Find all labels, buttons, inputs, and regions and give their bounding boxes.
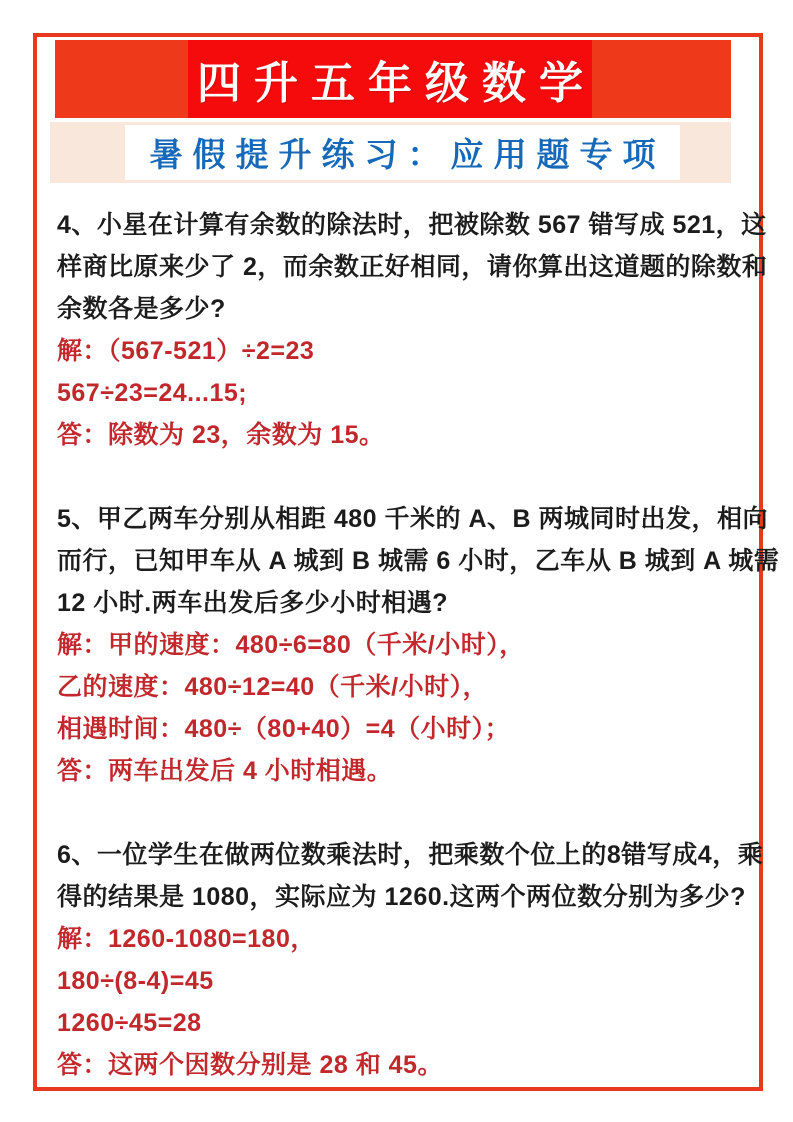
problem5-solution-line-1: 解：甲的速度：480÷6=80（千米/小时）， [57,631,525,659]
subtitle-banner [50,122,731,183]
problem5-question-line-2: 而行，已知甲车从 A 城到 B 城需 6 小时，乙车从 B 城到 A 城需 [57,547,780,575]
problem4-question-line-3: 余数各是多少? [57,295,226,323]
problem5-question-line-3: 12 小时.两车出发后多少小时相遇? [57,589,448,617]
subtitle-panel [125,125,680,180]
problem5-solution-line-3: 相遇时间：480÷（80+40）=4（小时）； [57,715,511,743]
problem5-answer-line: 答：两车出发后 4 小时相遇。 [57,757,393,785]
problems-area [57,204,780,1086]
problem6-solution-line-3: 1260÷45=28 [57,1009,202,1037]
page-title: 四升五年级数学 [197,59,596,108]
problem4-answer-line: 答：除数为 23，余数为 15。 [57,421,385,449]
problem4-question-line-2: 样商比原来少了 2，而余数正好相同，请你算出这道题的除数和 [57,253,768,281]
problem6-question-line-1: 6、一位学生在做两位数乘法时，把乘数个位上的8错写成4，乘 [57,841,764,869]
problem4-question-line-1: 4、小星在计算有余数的除法时，把被除数 567 错写成 521，这 [57,211,767,239]
title-banner-highlight [188,40,596,118]
problem6-solution-line-1: 解：1260-1080=180， [57,925,316,953]
problem4-solution-line-1: 解：（567-521）÷2=23 [57,337,315,365]
problem-spacer [57,792,751,834]
problem6-question-line-2: 得的结果是 1080，实际应为 1260.这两个两位数分别为多少? [57,883,746,911]
problem5-question-line-1: 5、甲乙两车分别从相距 480 千米的 A、B 两城同时出发，相向 [57,505,769,533]
title-banner [55,40,731,118]
problem-spacer [57,456,751,498]
problem6-solution-line-2: 180÷(8-4)=45 [57,967,214,995]
problem4-solution-line-2: 567÷23=24...15; [57,379,248,407]
page-subtitle: 暑假提升练习：应用题专项 [149,136,666,173]
problem5-solution-line-2: 乙的速度：480÷12=40（千米/小时）， [57,673,489,701]
problem6-answer-line: 答：这两个因数分别是 28 和 45。 [57,1051,443,1079]
